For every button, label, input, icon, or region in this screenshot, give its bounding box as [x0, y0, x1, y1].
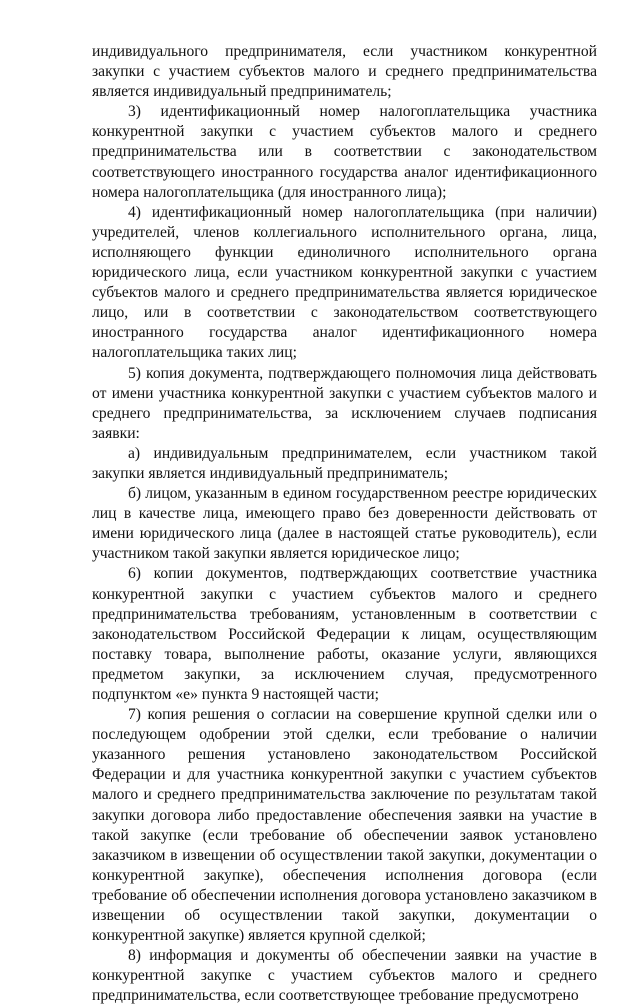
- paragraph-subitem-b: б) лицом, указанным в едином государственном реестре юридических лиц в качестве лица, имеющего право без доверенности действовать от имени юридического лица (далее в настоящей статье руководитель), если участником такой закупки является юридическое лицо;: [92, 485, 597, 563]
- paragraph-item-3: 3) идентификационный номер налогоплательщика участника конкурентной закупки с участием субъектов малого и среднего предпринимательства или в соответствии с законодательством соответствующего иностранного государства аналог идентификационного номера налогоплательщика (для иностранного лица);: [92, 103, 597, 201]
- paragraph-continuation: индивидуального предпринимателя, если участником конкурентной закупки с участием субъектов малого и среднего предпринимательства является индивидуальный предприниматель;: [92, 43, 597, 101]
- document-page: [92, 42, 597, 1007]
- paragraph-item-8: 8) информация и документы об обеспечении заявки на участие в конкурентной закупке с участием субъектов малого и среднего предпринимательства, если соответствующее требование предусмотрено: [92, 947, 597, 1005]
- paragraph-item-6: 6) копии документов, подтверждающих соответствие участника конкурентной закупки с участием субъектов малого и среднего предпринимательства требованиям, установленным в соответствии с законодательством Российской Федерации к лицам, осуществляющим поставку товара, выполнение работы, оказание услуги, являющихся предметом закупки, за исключением случая, предусмотренного подпунктом «е» пункта 9 настоящей части;: [92, 565, 597, 703]
- paragraph-item-7: 7) копия решения о согласии на совершение крупной сделки или о последующем одобрении этой сделки, если требование о наличии указанного решения установлено законодательством Российской Федерации и для участника конкурентной закупки с участием субъектов малого и среднего предпринимательства заключение по результатам такой закупки договора либо предоставление обеспечения заявки на участие в такой закупке (если требование об обеспечении заявок установлено заказчиком в извещении об осуществлении такой закупки, документации о конкурентной закупке), обеспечения исполнения договора (если требование об обеспечении исполнения договора установлено заказчиком в извещении об осуществлении такой закупки, документации о конкурентной закупке) является крупной сделкой;: [92, 706, 597, 945]
- paragraph-subitem-a: а) индивидуальным предпринимателем, если участником такой закупки является индивидуальный предприниматель;: [92, 444, 597, 482]
- paragraph-item-5: 5) копия документа, подтверждающего полномочия лица действовать от имени участника конкурентной закупки с участием субъектов малого и среднего предпринимательства, за исключением случаев подписания заявки:: [92, 364, 597, 442]
- paragraph-item-4: 4) идентификационный номер налогоплательщика (при наличии) учредителей, членов коллегиального исполнительного органа, лица, исполняющего функции единоличного исполнительного органа юридического лица, если участником конкурентной закупки с участием субъектов малого и среднего предпринимательства является юридическое лицо, или в соответствии с законодательством соответствующего иностранного государства аналог идентификационного номера налогоплательщика таких лиц;: [92, 203, 597, 362]
